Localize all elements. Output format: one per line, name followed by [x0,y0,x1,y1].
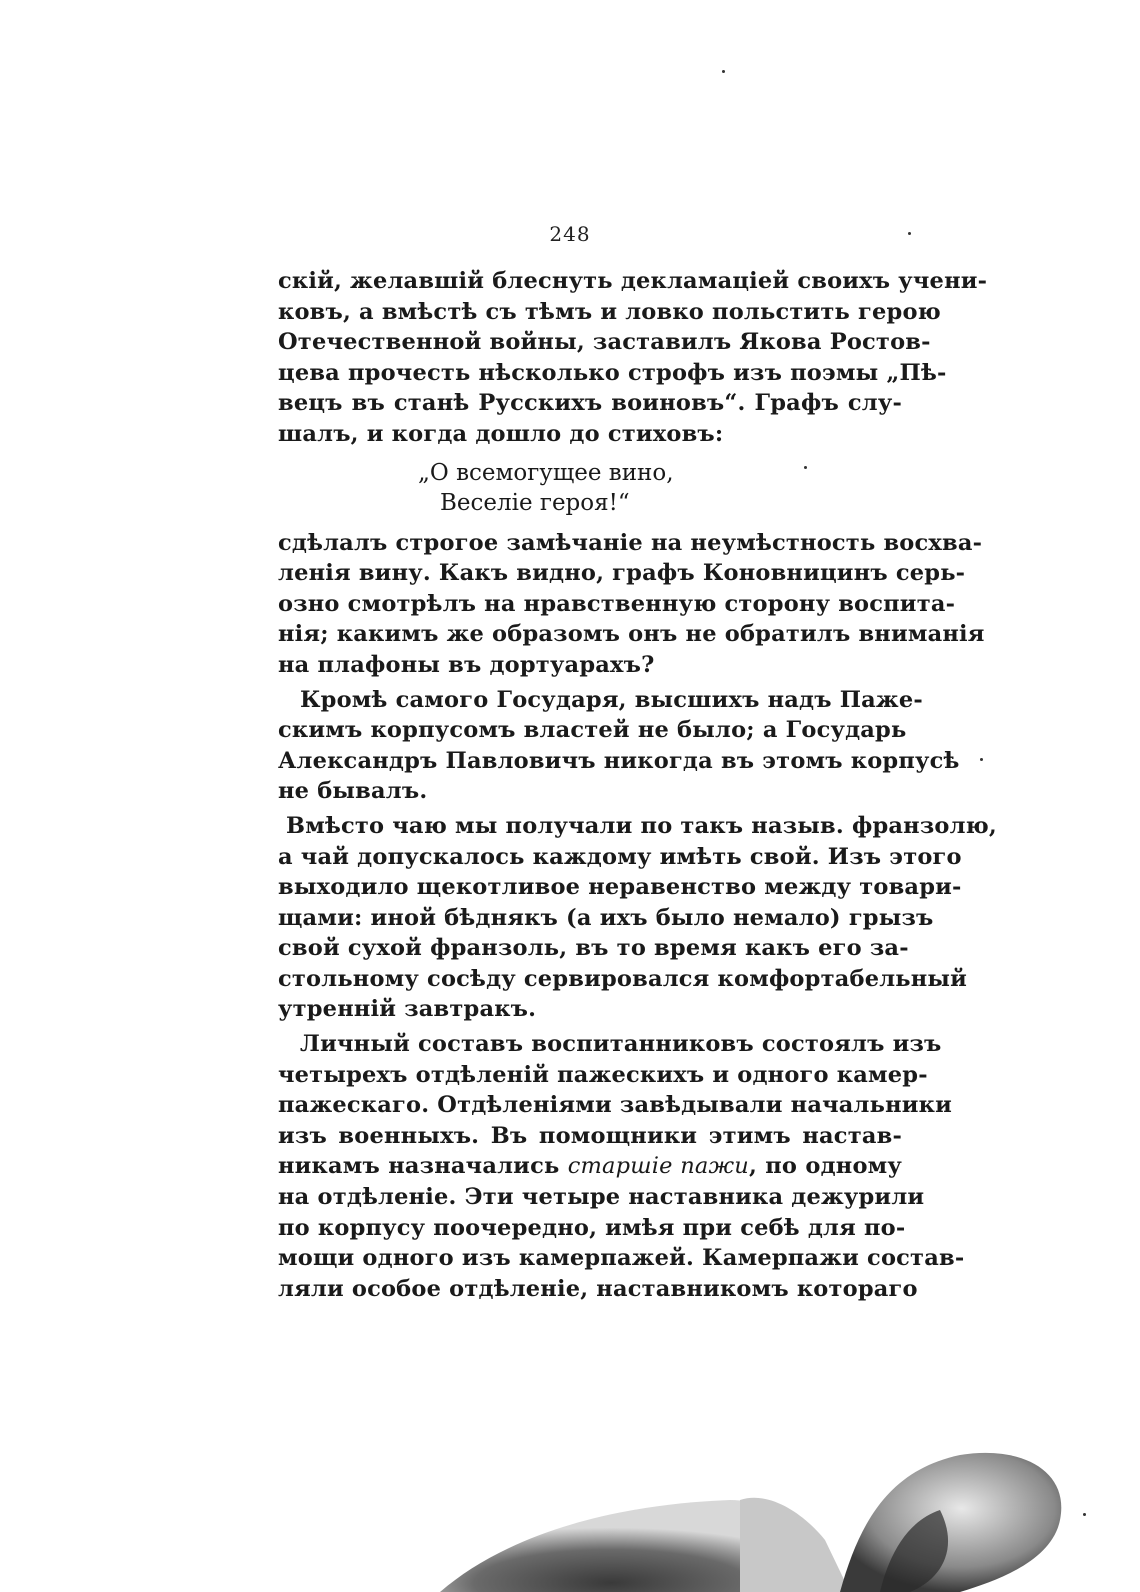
dust-speck [722,70,725,73]
text-line: свой сухой франзоль, въ то время какъ его за- [278,935,909,962]
dust-speck [980,758,983,761]
text-line: а чай допускалось каждому имѣть свой. Изъ этого [278,843,962,870]
text-line: Александръ Павловичъ никогда въ этомъ корпусѣ [278,747,960,774]
text-line: изъ военныхъ. Въ помощники этимъ настав- [278,1122,902,1149]
text-line: на отдѣленіе. Эти четыре наставника дежурили [278,1184,925,1211]
text-line-mixed [278,1151,902,1182]
page-number: 248 [549,222,591,246]
text-line: по корпусу поочередно, имѣя при себѣ для по- [278,1214,906,1241]
text-line: утренній завтракъ. [278,996,537,1023]
text-line: пажескаго. Отдѣленіями завѣдывали начальники [278,1092,952,1119]
text-line: вецъ въ станѣ Русскихъ воиновъ“. Графъ слу- [278,390,902,417]
text-line: щами: иной бѣднякъ (а ихъ было немало) грызъ [278,904,934,931]
verse-line: „О всемогущее вино, [418,459,674,486]
text-segment: , по одному [749,1153,902,1180]
text-line: четырехъ отдѣленій пажескихъ и одного камер- [278,1061,928,1088]
text-line: цева прочесть нѣсколько строфъ изъ поэмы „Пѣ- [278,359,947,386]
text-segment: никамъ назначались [278,1153,560,1180]
text-line: скій, желавшій блеснуть декламаціей своихъ учени- [278,268,988,294]
text-line: Отечественной войны, заставилъ Якова Ростов- [278,329,931,356]
text-line: ляли особое отдѣленіе, наставникомъ котораго [278,1275,918,1302]
text-line: ковъ, а вмѣстѣ съ тѣмъ и ловко польстить герою [278,298,941,325]
text-line: мощи одного изъ камерпажей. Камерпажи состав- [278,1245,965,1272]
text-line: не бывалъ. [278,778,428,805]
text-line: шалъ, и когда дошло до стиховъ: [278,420,724,447]
text-line: сдѣлалъ строгое замѣчаніе на неумѣстность восхва- [278,529,983,556]
text-line: нія; какимъ же образомъ онъ не обратилъ вниманія [278,621,985,648]
body-text [278,266,997,1304]
text-line: выходило щекотливое неравенство между товари- [278,874,962,901]
text-line: стольному сосѣду сервировался комфортабельный [278,965,968,992]
text-line: на плафоны въ дортуарахъ? [278,651,655,678]
thumb-artifact [440,1430,1140,1592]
text-line: скимъ корпусомъ властей не было; а Государь [278,717,907,744]
dust-speck [908,232,911,235]
text-line: озно смотрѣлъ на нравственную сторону воспита- [278,590,956,617]
text-line: Кромѣ самого Государя, высшихъ надъ Паже- [300,686,923,713]
text-line: ленія вину. Какъ видно, графъ Коновницинъ серь- [278,560,966,587]
dust-speck [804,466,807,469]
text-line: Вмѣсто чаю мы получали по такъ назыв. франзолю, [286,812,997,839]
verse-line: Веселіе героя!“ [440,489,630,516]
italic-phrase: старшіе пажи [567,1153,749,1180]
text-line: Личный составъ воспитанниковъ состоялъ изъ [300,1031,942,1058]
